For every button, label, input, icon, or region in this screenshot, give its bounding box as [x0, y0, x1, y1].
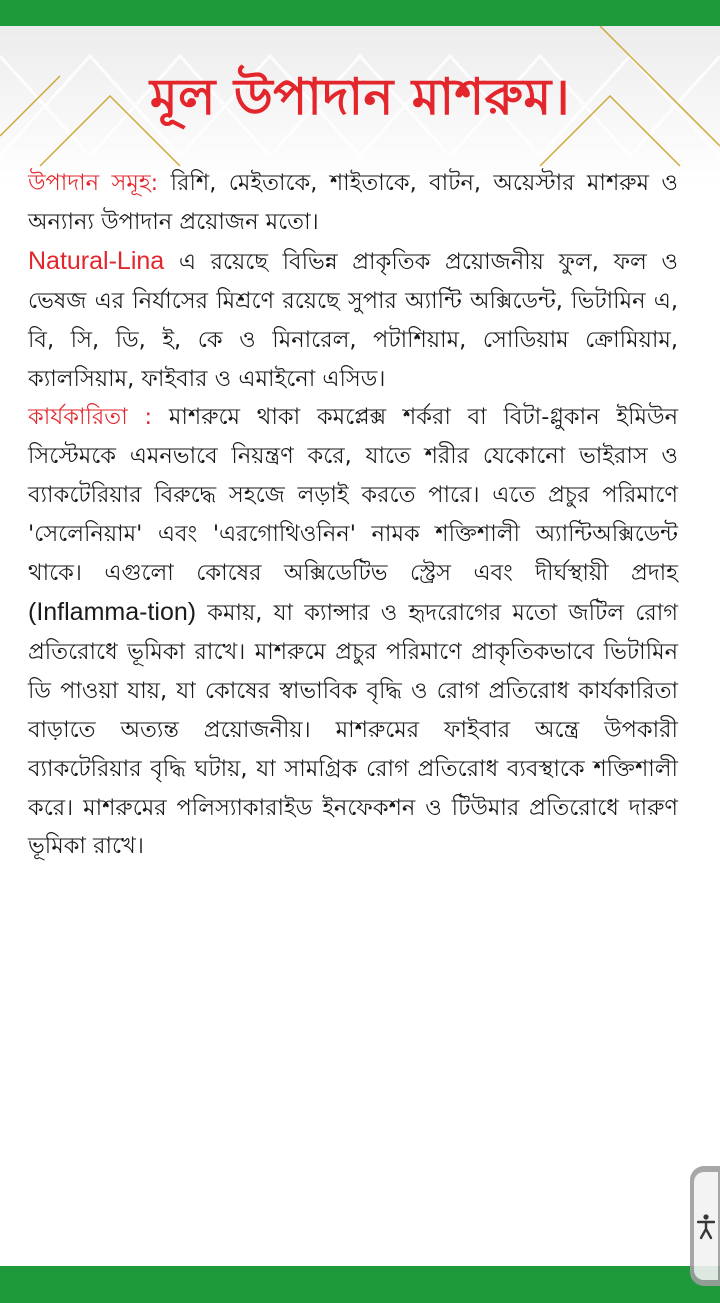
ingredients-paragraph [28, 164, 678, 242]
effectiveness-label: কার্যকারিতা : [28, 404, 153, 431]
effectiveness-text-2: কমায়, যা ক্যান্সার ও হৃদরোগের মতো জটিল রোগ প্রতিরোধে ভূমিকা রাখে। মাশরুমে প্রচুর পরিমাণে প্রাকৃতিকভাবে ভিটামিন ডি পাওয়া যায়, যা কোষের স্বাভাবিক বৃদ্ধি ও রোগ প্রতিরোধ কার্যকারিতা বাড়াতে অত্যন্ত প্রয়োজনীয়। মাশরুমের ফাইবার অন্ত্রে উপকারী ব্যাকটেরিয়ার বৃদ্ধি ঘটায়, যা সামগ্রিক রোগ প্রতিরোধ ব্যবস্থাকে শক্তিশালী করে। মাশরুমের পলিস্যাকারাইড ইনফেকশন ও টিউমার প্রতিরোধে দারুণ ভূমিকা রাখে। [28, 599, 678, 860]
accessibility-button[interactable] [690, 1166, 720, 1286]
effectiveness-text-1: মাশরুমে থাকা কমপ্লেক্স শর্করা বা বিটা-গ্লুকান ইমিউন সিস্টেমকে এমনভাবে নিয়ন্ত্রণ করে, যাতে শরীর যেকোনো ভাইরাস ও ব্যাকটেরিয়ার বিরুদ্ধে সহজে লড়াই করতে পারে। এতে প্রচুর পরিমাণে 'সেলেনিয়াম' এবং 'এরগোথিওনিন' নামক শক্তিশালী অ্যান্টিঅক্সিডেন্ট থাকে। এগুলো কোষের অক্সিডেটিভ স্ট্রেস এবং দীর্ঘস্থায়ী প্রদাহ [28, 404, 678, 587]
body-text [28, 164, 678, 866]
ingredients-label: উপাদান সমূহ: [28, 170, 159, 196]
page-title: মূল উপাদান মাশরুম। [149, 68, 571, 126]
bottom-green-band [0, 1266, 720, 1303]
brand-paragraph [28, 242, 678, 399]
effectiveness-paragraph [28, 398, 678, 866]
brand-text: এ রয়েছে বিভিন্ন প্রাকৃতিক প্রয়োজনীয় ফুল, ফল ও ভেষজ এর নির্যাসের মিশ্রণে রয়েছে সুপার অ্যান্টি অক্সিডেন্ট, ভিটামিন এ, বি, সি, ডি, ই, কে ও মিনারেল, পটাশিয়াম, সোডিয়াম ক্রোমিয়াম, ক্যালসিয়াম, ফাইবার ও এমাইনো এসিড। [28, 248, 678, 392]
inflammation-term: (Inflamma-tion) [28, 597, 197, 626]
ingredients-text: রিশি, মেইতাকে, শাইতাকে, বাটন, অয়েস্টার মাশরুম ও অন্যান্য উপাদান প্রয়োজন মতো। [28, 170, 678, 235]
content-panel [0, 26, 720, 1266]
top-green-band [0, 0, 720, 26]
accessibility-tab-inner [694, 1172, 718, 1280]
brand-name: Natural-Lina [28, 246, 165, 275]
accessibility-icon [697, 1214, 715, 1240]
